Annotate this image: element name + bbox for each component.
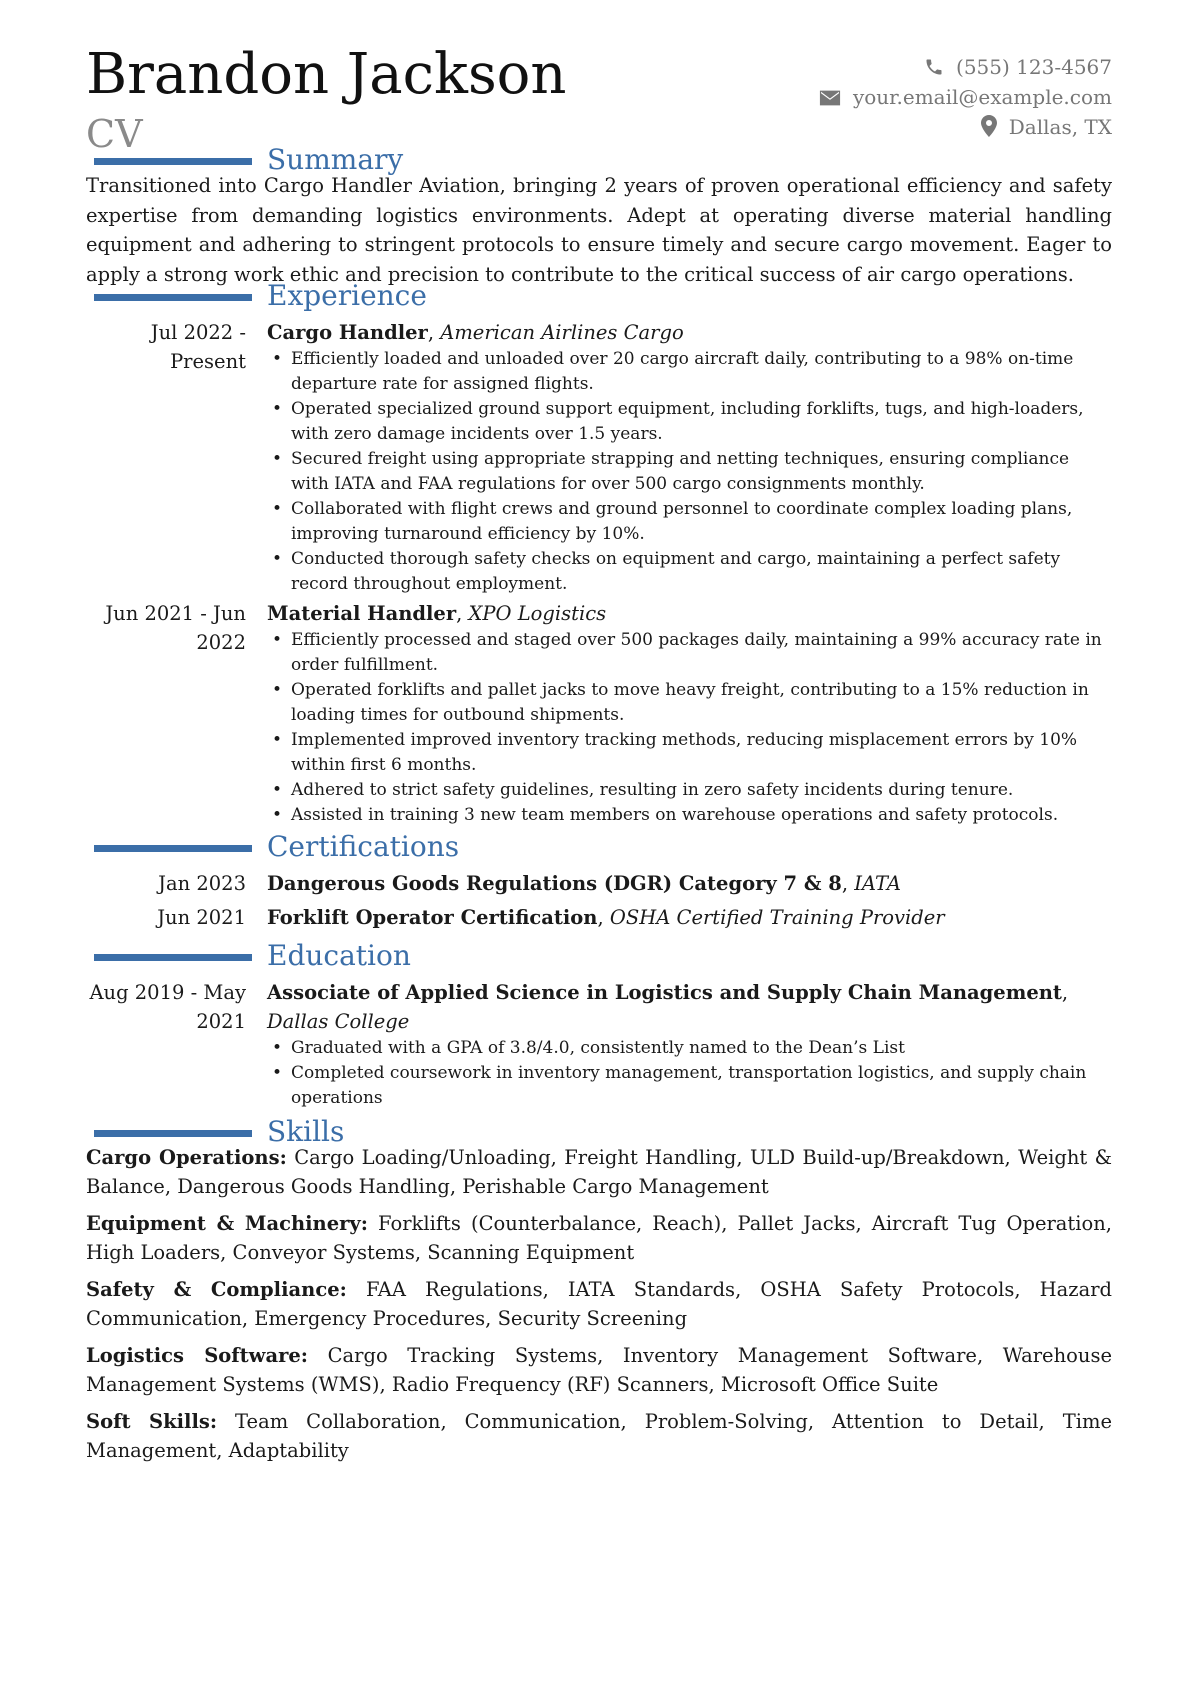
skill-text: FAA Regulations, IATA Standards, OSHA Safety Protocols, Hazard Communication, Emergency Procedures, Security Screening [86, 1278, 1112, 1330]
envelope-icon [819, 85, 853, 109]
location-text: Dallas, TX [1008, 115, 1112, 139]
list-item: • Efficiently loaded and unloaded over 20 cargo aircraft daily, contributing to a 98% on-time departure rate for assigned flights. [267, 347, 1112, 397]
section-title: Skills [267, 1115, 345, 1148]
education-degree: Associate of Applied Science in Logistics and Supply Chain Management [267, 981, 1062, 1004]
list-item: • Implemented improved inventory tracking methods, reducing misplacement errors by 10% within first 6 months. [267, 728, 1112, 778]
entry-body [267, 978, 1112, 1111]
skill-label: Equipment & Machinery: [86, 1212, 368, 1235]
entry-date: Aug 2019 - May 2021 [89, 981, 246, 1033]
section-title: Summary [267, 143, 404, 176]
entry-subheading [267, 1007, 1112, 1036]
list-item: • Collaborated with flight crews and ground personnel to coordinate complex loading plans, improving turnaround efficiency by 10%. [267, 497, 1112, 547]
list-item: • Secured freight using appropriate strapping and netting techniques, ensuring compliance with IATA and FAA regulations for over 500 cargo consignments monthly. [267, 447, 1112, 497]
contact-phone [819, 52, 1112, 82]
skill-label: Soft Skills: [86, 1410, 218, 1433]
contact-email [819, 82, 1112, 112]
entry-date: Jun 2021 [157, 906, 246, 929]
entry-bullets [267, 1036, 1112, 1111]
section-title: Experience [267, 279, 427, 312]
entry-body [267, 318, 1112, 597]
skill-label: Logistics Software: [86, 1344, 308, 1367]
skill-text: Cargo Loading/Unloading, Freight Handling, ULD Build-up/Breakdown, Weight & Balance, Dangerous Goods Handling, Perishable Cargo Management [86, 1146, 1112, 1198]
certification-name: Dangerous Goods Regulations (DGR) Category 7 & 8 [267, 872, 842, 895]
entry-role: Material Handler [267, 602, 457, 625]
certification-name: Forklift Operator Certification [267, 906, 598, 929]
list-item: • Adhered to strict safety guidelines, resulting in zero safety incidents during tenure. [267, 778, 1112, 803]
map-pin-icon [981, 115, 1009, 139]
candidate-name: Brandon Jackson [86, 42, 567, 107]
entry-heading: Cargo Handler, American Airlines Cargo [267, 321, 684, 344]
entry-heading: Material Handler, XPO Logistics [267, 602, 607, 625]
skill-text: Cargo Tracking Systems, Inventory Management Software, Warehouse Management Systems (WMS), Radio Frequency (RF) Scanners, Microsoft Office Suite [86, 1344, 1112, 1396]
entry-body [267, 869, 1112, 898]
section-certifications-heading [86, 829, 1112, 865]
phone-text: (555) 123-4567 [956, 55, 1112, 79]
section-title: Certifications [267, 830, 460, 863]
skill-group [86, 1407, 1112, 1465]
list-item: • Graduated with a GPA of 3.8/4.0, consistently named to the Dean’s List [267, 1036, 1112, 1061]
section-accent-bar [94, 1130, 252, 1137]
list-item: • Operated specialized ground support equipment, including forklifts, tugs, and high-loaders, with zero damage incidents over 1.5 years. [267, 397, 1112, 447]
entry-bullets [267, 347, 1112, 597]
skill-group [86, 1209, 1112, 1267]
contact-block [819, 52, 1112, 142]
section-education-heading [86, 938, 1112, 974]
entry-bullets [267, 628, 1112, 828]
certification-issuer: IATA [854, 872, 901, 895]
entry-body [267, 599, 1112, 828]
entry-heading: Forklift Operator Certification, OSHA Certified Training Provider [267, 906, 945, 929]
section-accent-bar [94, 158, 252, 165]
section-accent-bar [94, 845, 252, 852]
list-item: • Assisted in training 3 new team members on warehouse operations and safety protocols. [267, 803, 1112, 828]
section-accent-bar [94, 294, 252, 301]
education-school: Dallas College [267, 1010, 410, 1033]
entry-date: Jul 2022 - Present [150, 321, 246, 373]
skill-group [86, 1143, 1112, 1201]
skill-text: Team Collaboration, Communication, Problem-Solving, Attention to Detail, Time Management, Adaptability [86, 1410, 1112, 1462]
section-experience-heading [86, 278, 1112, 314]
list-item: • Efficiently processed and staged over 500 packages daily, maintaining a 99% accuracy rate in order fulfillment. [267, 628, 1112, 678]
section-accent-bar [94, 954, 252, 961]
document-subtitle: CV [86, 112, 143, 156]
resume-page [86, 0, 1112, 1683]
skill-group [86, 1341, 1112, 1399]
email-text: your.email@example.com [852, 85, 1112, 109]
certification-issuer: OSHA Certified Training Provider [609, 906, 945, 929]
contact-location [819, 112, 1112, 142]
skill-group [86, 1275, 1112, 1333]
list-item: • Completed coursework in inventory management, transportation logistics, and supply chain operations [267, 1061, 1112, 1111]
entry-heading: Associate of Applied Science in Logistics and Supply Chain Management, [267, 981, 1069, 1004]
phone-icon [924, 55, 956, 79]
section-title: Education [267, 939, 411, 972]
skill-text: Forklifts (Counterbalance, Reach), Pallet Jacks, Aircraft Tug Operation, High Loaders, Conveyor Systems, Scanning Equipment [86, 1212, 1112, 1264]
entry-role: Cargo Handler [267, 321, 428, 344]
entry-org: American Airlines Cargo [440, 321, 684, 344]
entry-body [267, 903, 1112, 932]
skill-label: Cargo Operations: [86, 1146, 287, 1169]
entry-org: XPO Logistics [468, 602, 607, 625]
list-item: • Conducted thorough safety checks on equipment and cargo, maintaining a perfect safety record throughout employment. [267, 547, 1112, 597]
entry-date: Jun 2021 - Jun 2022 [105, 602, 246, 654]
entry-date: Jan 2023 [158, 872, 246, 895]
skill-label: Safety & Compliance: [86, 1278, 347, 1301]
list-item: • Operated forklifts and pallet jacks to move heavy freight, contributing to a 15% reduction in loading times for outbound shipments. [267, 678, 1112, 728]
summary-text: Transitioned into Cargo Handler Aviation, bringing 2 years of proven operational efficiency and safety expertise from demanding logistics environments. Adept at operating diverse material handling equipment and adhering to stringent protocols to ensure timely and secure cargo movement. Eager to apply a strong work ethic and precision to contribute to the critical success of air cargo operations. [86, 174, 1112, 286]
entry-heading: Dangerous Goods Regulations (DGR) Category 7 & 8, IATA [267, 872, 901, 895]
